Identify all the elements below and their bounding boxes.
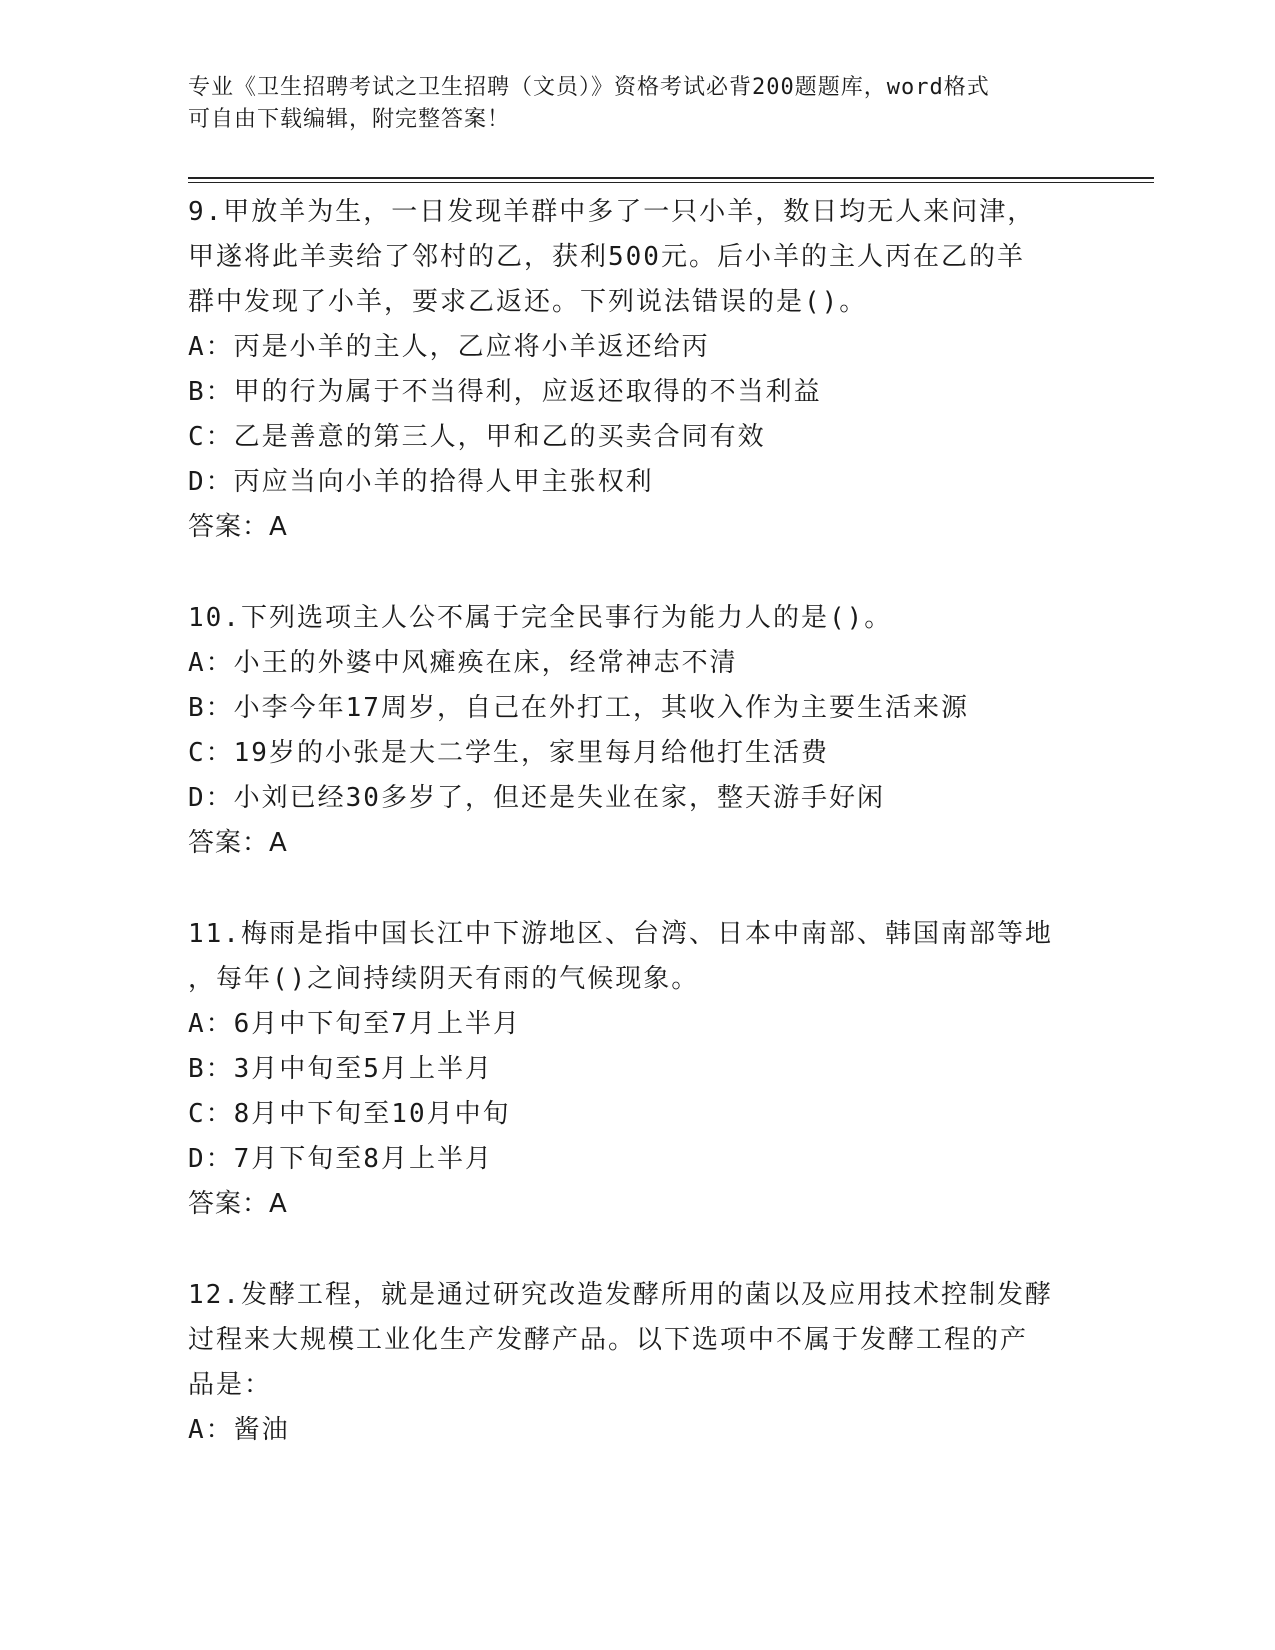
question-10 xyxy=(188,596,1088,866)
option-d: D：小刘已经30多岁了，但还是失业在家，整天游手好闲 xyxy=(188,783,885,813)
question-list xyxy=(188,190,1088,1499)
question-stem-line: 11.梅雨是指中国长江中下游地区、台湾、日本中南部、韩国南部等地 xyxy=(188,919,1053,949)
question-12 xyxy=(188,1273,1088,1453)
option-a: A：酱油 xyxy=(188,1415,290,1445)
question-stem-line: 12.发酵工程，就是通过研究改造发酵所用的菌以及应用技术控制发酵 xyxy=(188,1280,1053,1310)
question-stem-line: 品是： xyxy=(188,1370,273,1400)
option-c: C：19岁的小张是大二学生，家里每月给他打生活费 xyxy=(188,738,829,768)
question-stem-line: 甲遂将此羊卖给了邻村的乙，获利500元。后小羊的主人丙在乙的羊 xyxy=(188,242,1025,272)
header-divider-thin xyxy=(188,182,1154,183)
option-d: D：7月下旬至8月上半月 xyxy=(188,1144,493,1174)
question-stem-line: 群中发现了小羊，要求乙返还。下列说法错误的是()。 xyxy=(188,287,868,317)
answer-line: 答案：A xyxy=(188,828,288,858)
option-a: A：6月中下旬至7月上半月 xyxy=(188,1009,521,1039)
header-line-1: 专业《卫生招聘考试之卫生招聘（文员）》资格考试必背200题题库，word格式 xyxy=(188,75,990,100)
option-d: D：丙应当向小羊的拾得人甲主张权利 xyxy=(188,467,654,497)
question-stem-line: 过程来大规模工业化生产发酵产品。以下选项中不属于发酵工程的产 xyxy=(188,1325,1029,1355)
document-header xyxy=(188,72,1088,136)
header-divider-thick xyxy=(188,177,1154,179)
answer-line: 答案：A xyxy=(188,1189,288,1219)
question-stem-line: ，每年()之间持续阴天有雨的气候现象。 xyxy=(188,964,700,994)
question-stem-line: 10.下列选项主人公不属于完全民事行为能力人的是()。 xyxy=(188,603,893,633)
option-a: A：丙是小羊的主人，乙应将小羊返还给丙 xyxy=(188,332,710,362)
question-9 xyxy=(188,190,1088,550)
option-b: B：3月中旬至5月上半月 xyxy=(188,1054,493,1084)
option-b: B：甲的行为属于不当得利，应返还取得的不当利益 xyxy=(188,377,822,407)
option-c: C：乙是善意的第三人，甲和乙的买卖合同有效 xyxy=(188,422,766,452)
option-b: B：小李今年17周岁，自己在外打工，其收入作为主要生活来源 xyxy=(188,693,969,723)
header-line-2: 可自由下载编辑，附完整答案！ xyxy=(188,107,511,132)
question-11 xyxy=(188,912,1088,1227)
question-stem-line: 9.甲放羊为生，一日发现羊群中多了一只小羊，数日均无人来问津， xyxy=(188,197,1036,227)
answer-line: 答案：A xyxy=(188,512,288,542)
option-c: C：8月中下旬至10月中旬 xyxy=(188,1099,511,1129)
option-a: A：小王的外婆中风瘫痪在床，经常神志不清 xyxy=(188,648,738,678)
